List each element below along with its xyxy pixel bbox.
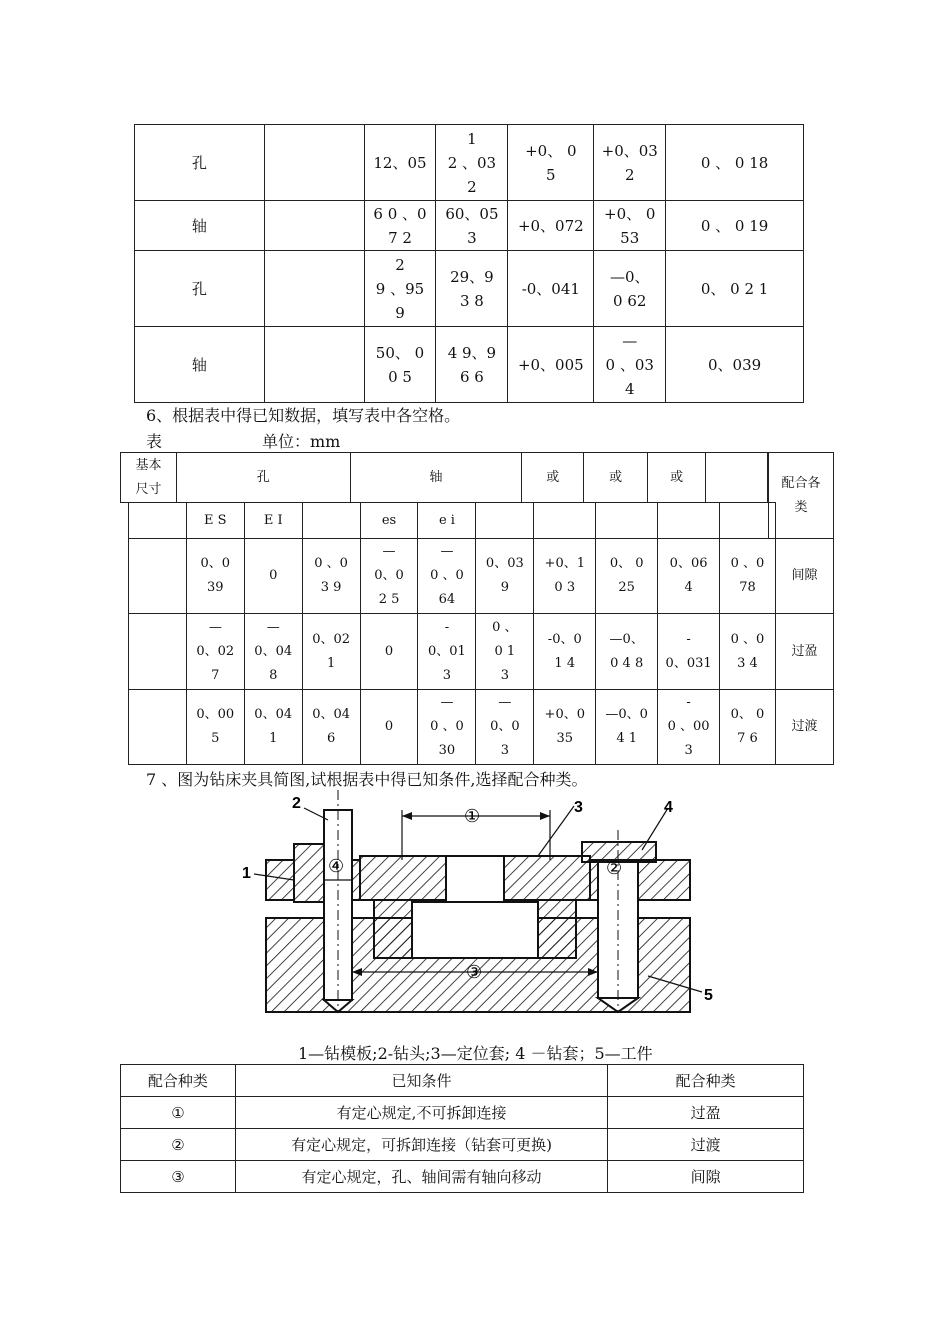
table-cell: [129, 690, 187, 765]
table-row: [121, 1129, 804, 1161]
drill-fixture-diagram: [238, 790, 718, 1030]
table-cell: +0、1 0 3: [534, 539, 596, 614]
table-cell: [129, 503, 187, 539]
table-cell: -0、041: [508, 251, 594, 327]
table-cell: 孔: [135, 125, 265, 201]
drill-bit: [324, 790, 352, 1012]
table-cell: - 0、01 3: [418, 614, 476, 690]
table-cell: [129, 614, 187, 690]
table-cell: 0 、0 3 4: [720, 614, 776, 690]
label-5: 5: [704, 987, 713, 1004]
table-cell: 0 、 0 18: [666, 125, 804, 201]
table-cell: [129, 539, 187, 614]
table-cell: +0、0 35: [534, 690, 596, 765]
table-cell: — 0 、03 4: [594, 327, 666, 403]
table-cell: [534, 503, 596, 539]
table-row: [121, 1065, 804, 1097]
table-row: [135, 327, 804, 403]
table-row: [135, 201, 804, 251]
table-cell: 0: [244, 539, 302, 614]
question-6-text: 6、根据表中得已知数据，填写表中各空格。: [146, 406, 461, 425]
unit-label: 单位：mm: [262, 432, 341, 451]
table-cell: [264, 251, 364, 327]
table-cell: 0、04 1: [244, 690, 302, 765]
table-cell: -0、0 1 4: [534, 614, 596, 690]
table-cell: —0、0 4 1: [596, 690, 658, 765]
label-2: 2: [292, 795, 301, 812]
table-cell: — 0、0 2 5: [360, 539, 418, 614]
table-cell: [775, 503, 833, 539]
table-cell: — 0、04 8: [244, 614, 302, 690]
table-cell: — 0、02 7: [186, 614, 244, 690]
table-cell: 0、0 39: [186, 539, 244, 614]
table-header: 配合种类: [121, 1065, 236, 1097]
fit-type-table: [120, 1064, 804, 1193]
table-cell: 0、04 6: [302, 690, 360, 765]
table-cell: 间隙: [608, 1161, 804, 1193]
table-cell: 0: [360, 690, 418, 765]
table-cell: +0、 0 53: [594, 201, 666, 251]
table-cell: 0、02 1: [302, 614, 360, 690]
table-cell: 0 、 0 1 3: [476, 614, 534, 690]
table-cell: 轴: [135, 201, 265, 251]
table-cell: 0、 0 7 6: [720, 690, 776, 765]
label-circled-1: ①: [464, 806, 481, 827]
table-cell: 轴: [135, 327, 265, 403]
table-cell: [658, 503, 720, 539]
table-row: [129, 690, 834, 765]
table-header: 配合种类: [608, 1065, 804, 1097]
table-cell: — 0、0 3: [476, 690, 534, 765]
table-cell: 4 9、9 6 6: [436, 327, 508, 403]
table-cell: [596, 503, 658, 539]
table-cell: 0、00 5: [186, 690, 244, 765]
tolerance-table-1: [134, 124, 804, 403]
table-cell: 6 0 、0 7 2: [364, 201, 436, 251]
table-row: [129, 503, 834, 539]
table-cell: — 0 、0 64: [418, 539, 476, 614]
label-circled-3: ③: [466, 962, 483, 983]
table-cell: 0、03 9: [476, 539, 534, 614]
table-row: [129, 614, 834, 690]
table-cell: 过渡: [775, 690, 833, 765]
tolerance-table-2-header: [120, 452, 768, 503]
table-cell: —0、 0 4 8: [596, 614, 658, 690]
table-cell: - 0 、00 3: [658, 690, 720, 765]
table-cell: es: [360, 503, 418, 539]
table-cell: 0: [360, 614, 418, 690]
table-row: [121, 1161, 804, 1193]
tolerance-table-2: [128, 502, 834, 765]
header-or-3: 或: [648, 453, 706, 503]
locating-sleeve: [360, 856, 590, 958]
table-header: 已知条件: [235, 1065, 607, 1097]
table-cell: 孔: [135, 251, 265, 327]
table-cell: 0、039: [666, 327, 804, 403]
table-cell: E I: [244, 503, 302, 539]
label-circled-2: ②: [606, 858, 623, 879]
table-cell: E S: [186, 503, 244, 539]
table-cell: ②: [121, 1129, 236, 1161]
header-basic-size: 基本 尺寸: [121, 453, 177, 503]
table-cell: 2 9 、95 9: [364, 251, 436, 327]
table-cell: ①: [121, 1097, 236, 1129]
label-1: 1: [242, 865, 251, 882]
table-cell: 0、06 4: [658, 539, 720, 614]
table-cell: [476, 503, 534, 539]
table-cell: 过盈: [775, 614, 833, 690]
table-cell: e i: [418, 503, 476, 539]
table-cell: [264, 201, 364, 251]
header-or-2: 或: [584, 453, 648, 503]
table-cell: 过盈: [608, 1097, 804, 1129]
table-cell: 0、 0 2 1: [666, 251, 804, 327]
table-label: 表: [146, 432, 163, 451]
header-shaft: 轴: [350, 453, 522, 503]
table-cell: [302, 503, 360, 539]
table-cell: 0 、0 78: [720, 539, 776, 614]
table-cell: [720, 503, 776, 539]
label-4: 4: [664, 799, 673, 816]
table-cell: 有定心规定，孔、轴间需有轴向移动: [235, 1161, 607, 1193]
header-or-1: 或: [522, 453, 584, 503]
table-cell: [264, 327, 364, 403]
table-cell: +0、072: [508, 201, 594, 251]
header-hole: 孔: [176, 453, 350, 503]
table-cell: 50、 0 0 5: [364, 327, 436, 403]
table-cell: +0、005: [508, 327, 594, 403]
table-cell: [264, 125, 364, 201]
header-blank: [706, 453, 768, 503]
question-7-text: 7 、图为钻床夹具简图,试根据表中得已知条件,选择配合种类。: [146, 770, 588, 789]
table-cell: 间隙: [775, 539, 833, 614]
table-cell: 1 2 、03 2: [436, 125, 508, 201]
table-cell: 0 、0 3 9: [302, 539, 360, 614]
table-cell: ③: [121, 1161, 236, 1193]
label-circled-4: ④: [328, 856, 345, 877]
table-cell: +0、 0 5: [508, 125, 594, 201]
table-cell: - 0、031: [658, 614, 720, 690]
table-row: [135, 125, 804, 201]
label-3: 3: [574, 799, 583, 816]
table-row: [135, 251, 804, 327]
table-cell: 0、 0 25: [596, 539, 658, 614]
table-cell: +0、03 2: [594, 125, 666, 201]
table-row: [121, 453, 768, 503]
figure-caption: 1—钻模板;2-钻头;3—定位套; 4 －钻套；5—工件: [298, 1044, 653, 1063]
table-cell: 有定心规定，可拆卸连接（钻套可更换): [235, 1129, 607, 1161]
table-cell: — 0 、0 30: [418, 690, 476, 765]
header-fit-type: 配合各 类: [769, 453, 834, 539]
table-row: [129, 539, 834, 614]
table-cell: —0、 0 62: [594, 251, 666, 327]
table-cell: 过渡: [608, 1129, 804, 1161]
table-cell: 60、05 3: [436, 201, 508, 251]
table-cell: 0 、 0 19: [666, 201, 804, 251]
table-cell: 有定心规定,不可拆卸连接: [235, 1097, 607, 1129]
table-cell: 29、9 3 8: [436, 251, 508, 327]
table-row: [121, 1097, 804, 1129]
table-cell: 12、05: [364, 125, 436, 201]
